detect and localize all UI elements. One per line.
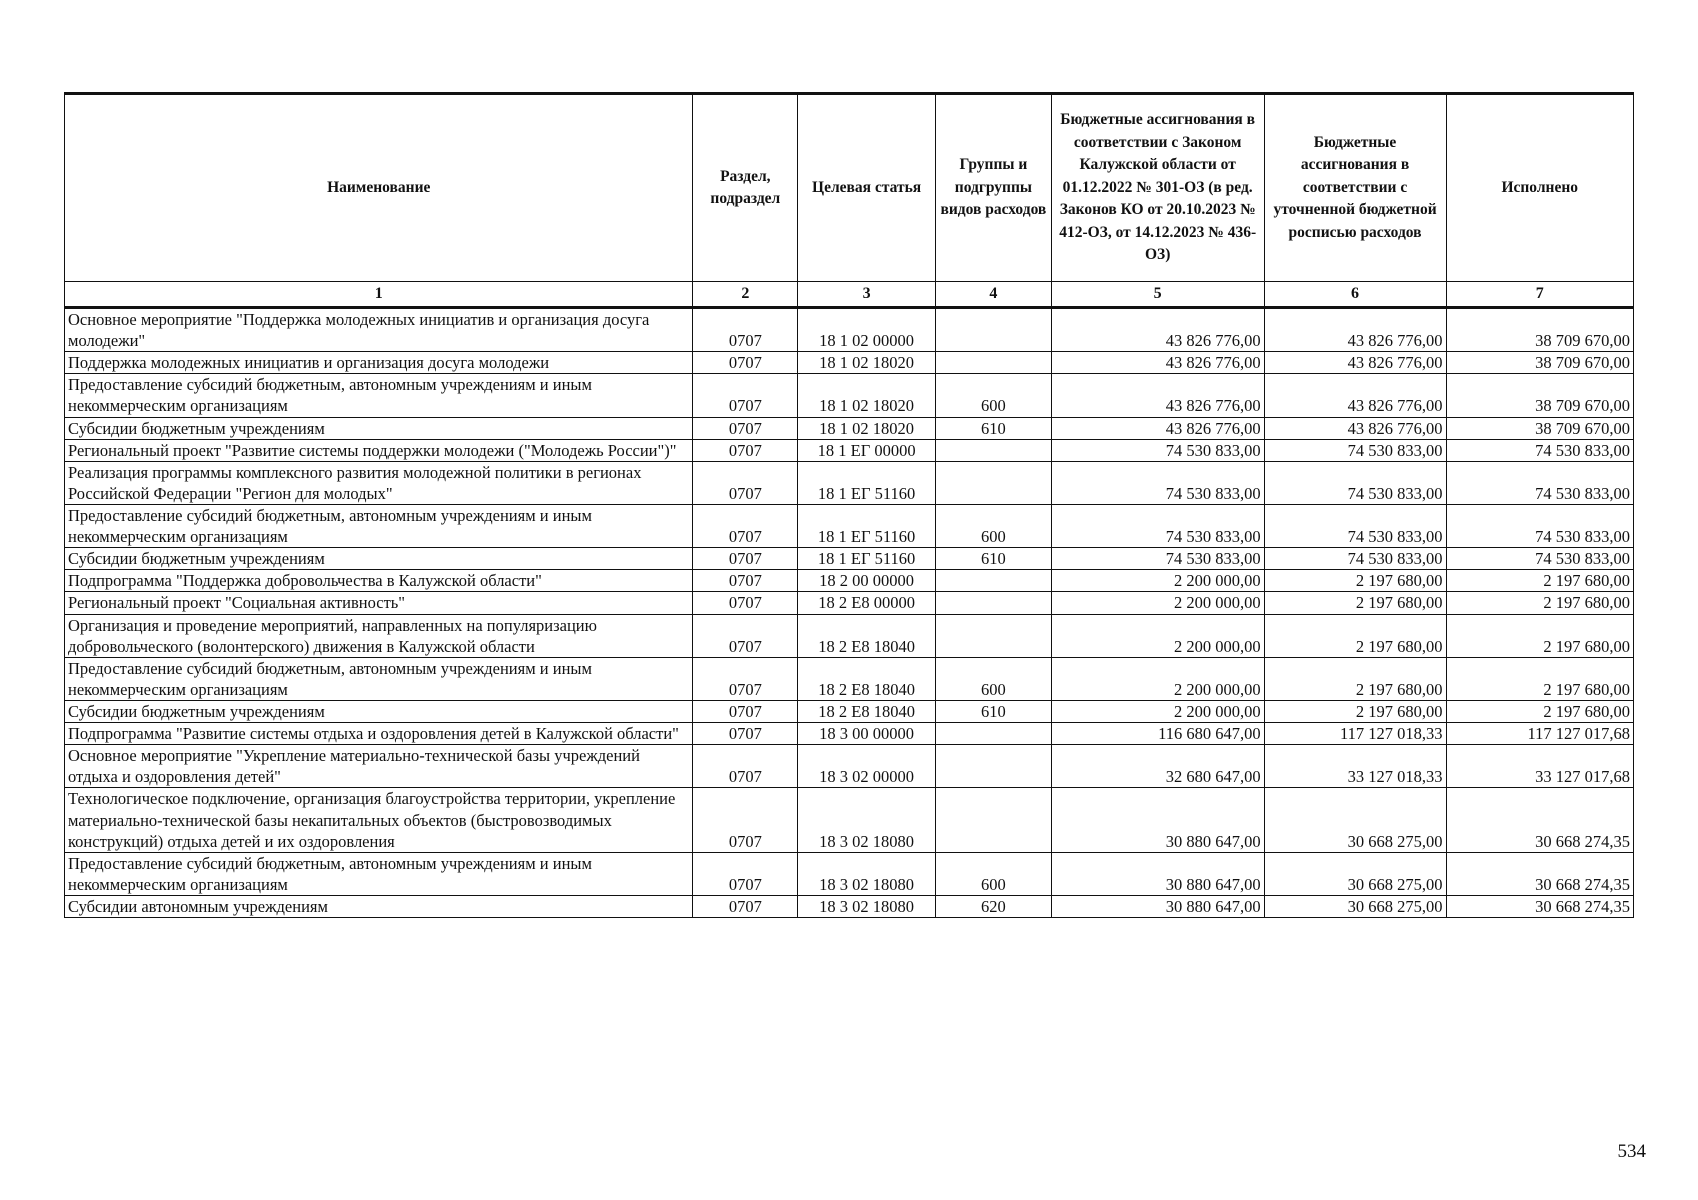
table-row bbox=[65, 895, 1634, 917]
row-executed: 2 197 680,00 bbox=[1446, 700, 1634, 722]
row-law-allocation: 43 826 776,00 bbox=[1051, 308, 1264, 352]
row-plan-allocation: 2 197 680,00 bbox=[1264, 657, 1446, 700]
row-law-allocation: 74 530 833,00 bbox=[1051, 504, 1264, 547]
table-row bbox=[65, 700, 1634, 722]
row-section: 0707 bbox=[693, 417, 798, 439]
row-name: Предоставление субсидий бюджетным, автономным учреждениям и иным некоммерческим организациям bbox=[65, 657, 693, 700]
row-plan-allocation: 2 197 680,00 bbox=[1264, 570, 1446, 592]
row-name: Предоставление субсидий бюджетным, автономным учреждениям и иным некоммерческим организациям bbox=[65, 504, 693, 547]
row-group bbox=[936, 614, 1052, 657]
row-section: 0707 bbox=[693, 548, 798, 570]
row-group: 610 bbox=[936, 417, 1052, 439]
header-law-allocation: Бюджетные ассигнования в соответствии с Законом Калужской области от 01.12.2022 № 301-ОЗ (в ред. Законов КО от 20.10.2023 № 412-ОЗ, от 14.12.2023 № 436-ОЗ) bbox=[1051, 94, 1264, 282]
row-section: 0707 bbox=[693, 723, 798, 745]
row-law-allocation: 30 880 647,00 bbox=[1051, 895, 1264, 917]
row-group: 600 bbox=[936, 852, 1052, 895]
table-row bbox=[65, 439, 1634, 461]
row-executed: 38 709 670,00 bbox=[1446, 352, 1634, 374]
table-row bbox=[65, 417, 1634, 439]
row-group: 620 bbox=[936, 895, 1052, 917]
budget-table bbox=[64, 92, 1634, 918]
row-target: 18 1 02 18020 bbox=[798, 352, 936, 374]
row-executed: 74 530 833,00 bbox=[1446, 548, 1634, 570]
row-name: Подпрограмма "Развитие системы отдыха и оздоровления детей в Калужской области" bbox=[65, 723, 693, 745]
row-plan-allocation: 2 197 680,00 bbox=[1264, 614, 1446, 657]
row-target: 18 3 02 00000 bbox=[798, 745, 936, 788]
row-executed: 74 530 833,00 bbox=[1446, 439, 1634, 461]
row-executed: 74 530 833,00 bbox=[1446, 461, 1634, 504]
row-target: 18 3 02 18080 bbox=[798, 788, 936, 852]
row-group bbox=[936, 439, 1052, 461]
row-target: 18 1 02 18020 bbox=[798, 374, 936, 417]
row-law-allocation: 2 200 000,00 bbox=[1051, 657, 1264, 700]
row-group: 600 bbox=[936, 374, 1052, 417]
row-executed: 74 530 833,00 bbox=[1446, 504, 1634, 547]
header-plan-allocation: Бюджетные ассигнования в соответствии с уточненной бюджетной росписью расходов bbox=[1264, 94, 1446, 282]
row-name: Поддержка молодежных инициатив и организация досуга молодежи bbox=[65, 352, 693, 374]
row-law-allocation: 32 680 647,00 bbox=[1051, 745, 1264, 788]
row-name: Предоставление субсидий бюджетным, автономным учреждениям и иным некоммерческим организациям bbox=[65, 374, 693, 417]
row-target: 18 2 Е8 18040 bbox=[798, 614, 936, 657]
row-law-allocation: 2 200 000,00 bbox=[1051, 700, 1264, 722]
row-executed: 30 668 274,35 bbox=[1446, 852, 1634, 895]
row-name: Реализация программы комплексного развития молодежной политики в регионах Российской Федерации "Регион для молодых" bbox=[65, 461, 693, 504]
row-plan-allocation: 2 197 680,00 bbox=[1264, 592, 1446, 614]
row-executed: 2 197 680,00 bbox=[1446, 570, 1634, 592]
row-group bbox=[936, 745, 1052, 788]
row-name: Технологическое подключение, организация благоустройства территории, укрепление материально-технической базы некапитальных объектов (быстровозводимых конструкций) отдыха детей и их оздоровления bbox=[65, 788, 693, 852]
row-plan-allocation: 43 826 776,00 bbox=[1264, 374, 1446, 417]
row-group bbox=[936, 461, 1052, 504]
row-executed: 38 709 670,00 bbox=[1446, 374, 1634, 417]
row-law-allocation: 74 530 833,00 bbox=[1051, 439, 1264, 461]
header-row bbox=[65, 94, 1634, 282]
row-section: 0707 bbox=[693, 614, 798, 657]
row-section: 0707 bbox=[693, 852, 798, 895]
column-number: 5 bbox=[1051, 282, 1264, 308]
row-law-allocation: 2 200 000,00 bbox=[1051, 614, 1264, 657]
row-target: 18 1 02 18020 bbox=[798, 417, 936, 439]
budget-sheet bbox=[64, 92, 1634, 918]
row-plan-allocation: 74 530 833,00 bbox=[1264, 439, 1446, 461]
row-section: 0707 bbox=[693, 745, 798, 788]
row-name: Организация и проведение мероприятий, направленных на популяризацию добровольческого (волонтерского) движения в Калужской области bbox=[65, 614, 693, 657]
row-section: 0707 bbox=[693, 895, 798, 917]
row-executed: 2 197 680,00 bbox=[1446, 614, 1634, 657]
header-name: Наименование bbox=[65, 94, 693, 282]
row-name: Субсидии автономным учреждениям bbox=[65, 895, 693, 917]
row-plan-allocation: 43 826 776,00 bbox=[1264, 417, 1446, 439]
table-row bbox=[65, 614, 1634, 657]
table-row bbox=[65, 852, 1634, 895]
row-target: 18 3 00 00000 bbox=[798, 723, 936, 745]
row-law-allocation: 2 200 000,00 bbox=[1051, 592, 1264, 614]
row-target: 18 2 Е8 00000 bbox=[798, 592, 936, 614]
row-section: 0707 bbox=[693, 570, 798, 592]
header-group: Группы и подгруппы видов расходов bbox=[936, 94, 1052, 282]
row-executed: 2 197 680,00 bbox=[1446, 592, 1634, 614]
row-law-allocation: 116 680 647,00 bbox=[1051, 723, 1264, 745]
table-row bbox=[65, 352, 1634, 374]
row-name: Основное мероприятие "Укрепление материально-технической базы учреждений отдыха и оздоровления детей" bbox=[65, 745, 693, 788]
row-executed: 2 197 680,00 bbox=[1446, 657, 1634, 700]
row-executed: 117 127 017,68 bbox=[1446, 723, 1634, 745]
row-law-allocation: 43 826 776,00 bbox=[1051, 374, 1264, 417]
row-group bbox=[936, 592, 1052, 614]
row-target: 18 1 ЕГ 51160 bbox=[798, 461, 936, 504]
row-law-allocation: 74 530 833,00 bbox=[1051, 548, 1264, 570]
row-law-allocation: 43 826 776,00 bbox=[1051, 417, 1264, 439]
row-law-allocation: 2 200 000,00 bbox=[1051, 570, 1264, 592]
table-row bbox=[65, 308, 1634, 352]
row-name: Региональный проект "Социальная активность" bbox=[65, 592, 693, 614]
column-number: 3 bbox=[798, 282, 936, 308]
table-body bbox=[65, 308, 1634, 918]
row-plan-allocation: 43 826 776,00 bbox=[1264, 308, 1446, 352]
table-row bbox=[65, 548, 1634, 570]
page-number: 534 bbox=[1617, 1141, 1646, 1162]
header-target: Целевая статья bbox=[798, 94, 936, 282]
row-executed: 33 127 017,68 bbox=[1446, 745, 1634, 788]
row-name: Подпрограмма "Поддержка добровольчества в Калужской области" bbox=[65, 570, 693, 592]
row-target: 18 3 02 18080 bbox=[798, 852, 936, 895]
row-name: Основное мероприятие "Поддержка молодежных инициатив и организация досуга молодежи" bbox=[65, 308, 693, 352]
column-number: 6 bbox=[1264, 282, 1446, 308]
row-name: Предоставление субсидий бюджетным, автономным учреждениям и иным некоммерческим организациям bbox=[65, 852, 693, 895]
row-section: 0707 bbox=[693, 788, 798, 852]
table-row bbox=[65, 788, 1634, 852]
row-section: 0707 bbox=[693, 352, 798, 374]
row-group: 610 bbox=[936, 700, 1052, 722]
row-law-allocation: 74 530 833,00 bbox=[1051, 461, 1264, 504]
column-number: 2 bbox=[693, 282, 798, 308]
row-plan-allocation: 74 530 833,00 bbox=[1264, 461, 1446, 504]
row-plan-allocation: 74 530 833,00 bbox=[1264, 548, 1446, 570]
row-section: 0707 bbox=[693, 439, 798, 461]
row-executed: 30 668 274,35 bbox=[1446, 895, 1634, 917]
row-section: 0707 bbox=[693, 657, 798, 700]
row-name: Субсидии бюджетным учреждениям bbox=[65, 700, 693, 722]
row-law-allocation: 30 880 647,00 bbox=[1051, 852, 1264, 895]
header-executed: Исполнено bbox=[1446, 94, 1634, 282]
row-group: 600 bbox=[936, 504, 1052, 547]
row-plan-allocation: 30 668 275,00 bbox=[1264, 852, 1446, 895]
row-name: Субсидии бюджетным учреждениям bbox=[65, 548, 693, 570]
row-group bbox=[936, 352, 1052, 374]
table-row bbox=[65, 745, 1634, 788]
row-name: Региональный проект "Развитие системы поддержки молодежи ("Молодежь России")" bbox=[65, 439, 693, 461]
row-group: 610 bbox=[936, 548, 1052, 570]
row-plan-allocation: 43 826 776,00 bbox=[1264, 352, 1446, 374]
row-group bbox=[936, 308, 1052, 352]
row-target: 18 2 Е8 18040 bbox=[798, 700, 936, 722]
table-row bbox=[65, 461, 1634, 504]
row-plan-allocation: 30 668 275,00 bbox=[1264, 895, 1446, 917]
row-name: Субсидии бюджетным учреждениям bbox=[65, 417, 693, 439]
table-row bbox=[65, 592, 1634, 614]
column-number-row bbox=[65, 282, 1634, 308]
table-row bbox=[65, 374, 1634, 417]
column-number: 4 bbox=[936, 282, 1052, 308]
row-section: 0707 bbox=[693, 374, 798, 417]
row-group bbox=[936, 788, 1052, 852]
row-section: 0707 bbox=[693, 308, 798, 352]
row-plan-allocation: 74 530 833,00 bbox=[1264, 504, 1446, 547]
column-number: 7 bbox=[1446, 282, 1634, 308]
row-plan-allocation: 33 127 018,33 bbox=[1264, 745, 1446, 788]
row-target: 18 2 00 00000 bbox=[798, 570, 936, 592]
column-number: 1 bbox=[65, 282, 693, 308]
row-target: 18 1 02 00000 bbox=[798, 308, 936, 352]
table-row bbox=[65, 657, 1634, 700]
row-group bbox=[936, 570, 1052, 592]
row-section: 0707 bbox=[693, 700, 798, 722]
row-target: 18 1 ЕГ 51160 bbox=[798, 548, 936, 570]
row-target: 18 3 02 18080 bbox=[798, 895, 936, 917]
row-law-allocation: 30 880 647,00 bbox=[1051, 788, 1264, 852]
row-plan-allocation: 30 668 275,00 bbox=[1264, 788, 1446, 852]
row-section: 0707 bbox=[693, 504, 798, 547]
header-section: Раздел, подраздел bbox=[693, 94, 798, 282]
table-row bbox=[65, 723, 1634, 745]
row-plan-allocation: 117 127 018,33 bbox=[1264, 723, 1446, 745]
row-target: 18 2 Е8 18040 bbox=[798, 657, 936, 700]
row-section: 0707 bbox=[693, 592, 798, 614]
row-executed: 30 668 274,35 bbox=[1446, 788, 1634, 852]
row-group bbox=[936, 723, 1052, 745]
row-law-allocation: 43 826 776,00 bbox=[1051, 352, 1264, 374]
row-executed: 38 709 670,00 bbox=[1446, 308, 1634, 352]
row-executed: 38 709 670,00 bbox=[1446, 417, 1634, 439]
table-row bbox=[65, 570, 1634, 592]
row-group: 600 bbox=[936, 657, 1052, 700]
row-plan-allocation: 2 197 680,00 bbox=[1264, 700, 1446, 722]
table-row bbox=[65, 504, 1634, 547]
row-target: 18 1 ЕГ 00000 bbox=[798, 439, 936, 461]
row-target: 18 1 ЕГ 51160 bbox=[798, 504, 936, 547]
row-section: 0707 bbox=[693, 461, 798, 504]
